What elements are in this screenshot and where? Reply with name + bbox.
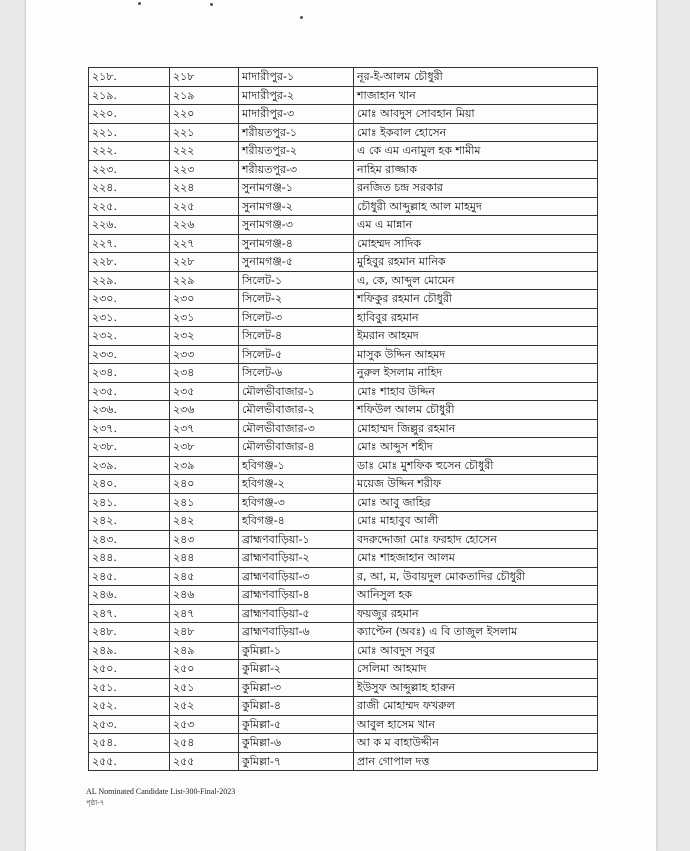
scan-speck [210, 3, 213, 6]
candidate-name-cell: মোহম্মদ সাদিক [354, 234, 598, 253]
constituency-cell: শরীয়তপুর-১ [239, 123, 354, 142]
table-row [89, 623, 598, 642]
seat-number-cell: ২৪৭ [170, 604, 239, 623]
table-row [89, 216, 598, 235]
table-row [89, 660, 598, 679]
serial-cell: ২৪৫. [89, 567, 170, 586]
seat-number-cell: ২৩১ [170, 308, 239, 327]
candidate-name-cell: র, আ, ম, উবায়দুল মোকতাদির চৌধুরী [354, 567, 598, 586]
table-row [89, 382, 598, 401]
constituency-cell: সিলেট-৪ [239, 327, 354, 346]
serial-cell: ২২৫. [89, 197, 170, 216]
serial-cell: ২২৩. [89, 160, 170, 179]
table-row [89, 734, 598, 753]
constituency-cell: মৌলভীবাজার-২ [239, 401, 354, 420]
candidate-name-cell: মোঃ আবদুস সবুর [354, 641, 598, 660]
candidate-name-cell: রনজিত চন্দ্র সরকার [354, 179, 598, 198]
table-row [89, 678, 598, 697]
candidate-name-cell: শাজাহান খান [354, 86, 598, 105]
constituency-cell: ব্রাহ্মণবাড়িয়া-৬ [239, 623, 354, 642]
table-row [89, 530, 598, 549]
serial-cell: ২৪২. [89, 512, 170, 531]
seat-number-cell: ২৪৬ [170, 586, 239, 605]
table-row [89, 123, 598, 142]
table-row [89, 290, 598, 309]
table-row [89, 345, 598, 364]
constituency-cell: কুমিল্লা-১ [239, 641, 354, 660]
table-row [89, 586, 598, 605]
seat-number-cell: ২৩৩ [170, 345, 239, 364]
table-row [89, 549, 598, 568]
serial-cell: ২৫২. [89, 697, 170, 716]
table-row [89, 401, 598, 420]
table-row [89, 68, 598, 87]
serial-cell: ২৫৪. [89, 734, 170, 753]
table-row [89, 160, 598, 179]
constituency-cell: সুনামগঞ্জ-৪ [239, 234, 354, 253]
candidate-name-cell: ইমরান আহমদ [354, 327, 598, 346]
seat-number-cell: ২২৪ [170, 179, 239, 198]
candidate-name-cell: নূর-ই-আলম চৌধুরী [354, 68, 598, 87]
seat-number-cell: ২৫৪ [170, 734, 239, 753]
footer-page-number: পৃষ্ঠা-৭ [86, 799, 105, 807]
seat-number-cell: ২৩০ [170, 290, 239, 309]
seat-number-cell: ২৪৫ [170, 567, 239, 586]
constituency-cell: সিলেট-৩ [239, 308, 354, 327]
table-row [89, 752, 598, 771]
serial-cell: ২৪৬. [89, 586, 170, 605]
seat-number-cell: ২৩৪ [170, 364, 239, 383]
constituency-cell: সুনামগঞ্জ-২ [239, 197, 354, 216]
constituency-cell: সিলেট-৫ [239, 345, 354, 364]
constituency-cell: কুমিল্লা-৭ [239, 752, 354, 771]
seat-number-cell: ২৪৮ [170, 623, 239, 642]
seat-number-cell: ২২৬ [170, 216, 239, 235]
candidate-name-cell: এ, কে, আব্দুল মোমেন [354, 271, 598, 290]
table-row [89, 715, 598, 734]
seat-number-cell: ২২১ [170, 123, 239, 142]
serial-cell: ২৪৪. [89, 549, 170, 568]
candidate-name-cell: রাজী মোহাম্মদ ফখরুল [354, 697, 598, 716]
seat-number-cell: ২৫৩ [170, 715, 239, 734]
table-row [89, 105, 598, 124]
serial-cell: ২৩২. [89, 327, 170, 346]
candidate-name-cell: ক্যাপ্টেন (অবঃ) এ বি তাজুল ইসলাম [354, 623, 598, 642]
constituency-cell: মাদারীপুর-২ [239, 86, 354, 105]
seat-number-cell: ২২৫ [170, 197, 239, 216]
footer-document-title: AL Nominated Candidate List-300-Final-2023 [86, 787, 236, 796]
candidate-name-cell: মোঃ আবদুস সোবহান মিয়া [354, 105, 598, 124]
serial-cell: ২২৯. [89, 271, 170, 290]
candidate-name-cell: মাসুক উদ্দিন আহমদ [354, 345, 598, 364]
constituency-cell: মাদারীপুর-৩ [239, 105, 354, 124]
table-row [89, 271, 598, 290]
candidate-name-cell: নুরুল ইসলাম নাহিদ [354, 364, 598, 383]
seat-number-cell: ২৫০ [170, 660, 239, 679]
constituency-cell: ব্রাহ্মণবাড়িয়া-৩ [239, 567, 354, 586]
serial-cell: ২৩৯. [89, 456, 170, 475]
serial-cell: ২৪০. [89, 475, 170, 494]
constituency-cell: কুমিল্লা-৪ [239, 697, 354, 716]
serial-cell: ২২০. [89, 105, 170, 124]
seat-number-cell: ২২৩ [170, 160, 239, 179]
seat-number-cell: ২৪১ [170, 493, 239, 512]
candidate-name-cell: মোঃ শাহজাহান আলম [354, 549, 598, 568]
serial-cell: ২২৬. [89, 216, 170, 235]
seat-number-cell: ২৩৬ [170, 401, 239, 420]
candidate-name-cell: ময়েজ উদ্দিন শরীফ [354, 475, 598, 494]
seat-number-cell: ২৪৪ [170, 549, 239, 568]
candidate-name-cell: আবুল হাসেম খান [354, 715, 598, 734]
constituency-cell: কুমিল্লা-৫ [239, 715, 354, 734]
seat-number-cell: ২১৮ [170, 68, 239, 87]
seat-number-cell: ২২৯ [170, 271, 239, 290]
serial-cell: ২৩৮. [89, 438, 170, 457]
table-row [89, 327, 598, 346]
candidate-name-cell: শফিকুর রহমান চৌধুরী [354, 290, 598, 309]
table-row [89, 234, 598, 253]
seat-number-cell: ২৫২ [170, 697, 239, 716]
serial-cell: ২২২. [89, 142, 170, 161]
seat-number-cell: ২২৮ [170, 253, 239, 272]
scan-speck [138, 2, 141, 5]
serial-cell: ২৪১. [89, 493, 170, 512]
constituency-cell: সিলেট-২ [239, 290, 354, 309]
table-row [89, 197, 598, 216]
constituency-cell: সিলেট-৬ [239, 364, 354, 383]
serial-cell: ২৪৮. [89, 623, 170, 642]
constituency-cell: ব্রাহ্মণবাড়িয়া-১ [239, 530, 354, 549]
candidate-name-cell: প্রান গোপাল দত্ত [354, 752, 598, 771]
scan-speck [300, 16, 303, 19]
serial-cell: ২২১. [89, 123, 170, 142]
serial-cell: ২৫১. [89, 678, 170, 697]
constituency-cell: ব্রাহ্মণবাড়িয়া-২ [239, 549, 354, 568]
constituency-cell: সুনামগঞ্জ-৩ [239, 216, 354, 235]
table-row [89, 86, 598, 105]
serial-cell: ২১৮. [89, 68, 170, 87]
seat-number-cell: ২৩৯ [170, 456, 239, 475]
serial-cell: ২৩৪. [89, 364, 170, 383]
candidate-name-cell: মোঃ মাহাবুব আলী [354, 512, 598, 531]
serial-cell: ২২৮. [89, 253, 170, 272]
serial-cell: ২৩১. [89, 308, 170, 327]
seat-number-cell: ২২৭ [170, 234, 239, 253]
serial-cell: ২২৪. [89, 179, 170, 198]
seat-number-cell: ২৪৯ [170, 641, 239, 660]
constituency-cell: মৌলভীবাজার-১ [239, 382, 354, 401]
table-row [89, 604, 598, 623]
document-page [26, 0, 656, 851]
candidate-name-cell: ডাঃ মোঃ মুশফিক হুসেন চৌধুরী [354, 456, 598, 475]
seat-number-cell: ২২০ [170, 105, 239, 124]
candidate-name-cell: এ কে এম এনামুল হক শামীম [354, 142, 598, 161]
serial-cell: ২১৯. [89, 86, 170, 105]
seat-number-cell: ২৩৭ [170, 419, 239, 438]
seat-number-cell: ২১৯ [170, 86, 239, 105]
candidate-name-cell: মোঃ আব্দুস শহীদ [354, 438, 598, 457]
constituency-cell: সুনামগঞ্জ-১ [239, 179, 354, 198]
serial-cell: ২৩৭. [89, 419, 170, 438]
constituency-cell: সুনামগঞ্জ-৫ [239, 253, 354, 272]
constituency-cell: কুমিল্লা-২ [239, 660, 354, 679]
table-row [89, 697, 598, 716]
candidate-name-cell: চৌধুরী আব্দুল্লাহ আল মাহমুদ [354, 197, 598, 216]
serial-cell: ২৩৫. [89, 382, 170, 401]
constituency-cell: শরীয়তপুর-৩ [239, 160, 354, 179]
serial-cell: ২৩০. [89, 290, 170, 309]
constituency-cell: সিলেট-১ [239, 271, 354, 290]
candidate-name-cell: ইউসুফ আব্দুল্লাহ হারুন [354, 678, 598, 697]
constituency-cell: হবিগঞ্জ-২ [239, 475, 354, 494]
seat-number-cell: ২৫৫ [170, 752, 239, 771]
candidate-name-cell: নাহিম রাজ্জাক [354, 160, 598, 179]
candidate-name-cell: ফয়জুর রহমান [354, 604, 598, 623]
table-row [89, 512, 598, 531]
constituency-cell: হবিগঞ্জ-৩ [239, 493, 354, 512]
constituency-cell: ব্রাহ্মণবাড়িয়া-৪ [239, 586, 354, 605]
serial-cell: ২৪৯. [89, 641, 170, 660]
serial-cell: ২৩৬. [89, 401, 170, 420]
table-row [89, 419, 598, 438]
constituency-cell: কুমিল্লা-৬ [239, 734, 354, 753]
table-row [89, 179, 598, 198]
table-row [89, 567, 598, 586]
table-row [89, 493, 598, 512]
serial-cell: ২৫৩. [89, 715, 170, 734]
constituency-cell: হবিগঞ্জ-৪ [239, 512, 354, 531]
candidate-name-cell: মোঃ ইকবাল হোসেন [354, 123, 598, 142]
serial-cell: ২৫৫. [89, 752, 170, 771]
table-row [89, 641, 598, 660]
candidate-name-cell: হাবিবুর রহমান [354, 308, 598, 327]
seat-number-cell: ২৩২ [170, 327, 239, 346]
candidate-name-cell: বদরুদ্দোজা মোঃ ফরহাদ হোসেন [354, 530, 598, 549]
table-row [89, 475, 598, 494]
candidate-name-cell: আ ক ম বাহাউদ্দীন [354, 734, 598, 753]
seat-number-cell: ২৫১ [170, 678, 239, 697]
candidate-name-cell: মুহিবুর রহমান মানিক [354, 253, 598, 272]
constituency-cell: ব্রাহ্মণবাড়িয়া-৫ [239, 604, 354, 623]
candidate-name-cell: শফিউল আলম চৌধুরী [354, 401, 598, 420]
constituency-cell: কুমিল্লা-৩ [239, 678, 354, 697]
serial-cell: ২৪৭. [89, 604, 170, 623]
serial-cell: ২৩৩. [89, 345, 170, 364]
table-row [89, 438, 598, 457]
serial-cell: ২২৭. [89, 234, 170, 253]
seat-number-cell: ২২২ [170, 142, 239, 161]
constituency-cell: মৌলভীবাজার-৪ [239, 438, 354, 457]
seat-number-cell: ২৩৮ [170, 438, 239, 457]
table-row [89, 308, 598, 327]
candidate-name-cell: মোঃ শাহাব উদ্দিন [354, 382, 598, 401]
constituency-cell: মাদারীপুর-১ [239, 68, 354, 87]
table-row [89, 364, 598, 383]
seat-number-cell: ২৪২ [170, 512, 239, 531]
candidate-name-cell: এম এ মান্নান [354, 216, 598, 235]
candidate-name-cell: আনিসুল হক [354, 586, 598, 605]
serial-cell: ২৫০. [89, 660, 170, 679]
seat-number-cell: ২৩৫ [170, 382, 239, 401]
seat-number-cell: ২৪০ [170, 475, 239, 494]
candidate-name-cell: মোঃ আবু জাহির [354, 493, 598, 512]
seat-number-cell: ২৪৩ [170, 530, 239, 549]
candidate-table [88, 67, 598, 771]
candidate-name-cell: সেলিমা আহমাদ [354, 660, 598, 679]
candidate-name-cell: মোহাম্মদ জিল্লুর রহমান [354, 419, 598, 438]
table-row [89, 253, 598, 272]
constituency-cell: হবিগঞ্জ-১ [239, 456, 354, 475]
table-row [89, 456, 598, 475]
table-row [89, 142, 598, 161]
constituency-cell: মৌলভীবাজার-৩ [239, 419, 354, 438]
serial-cell: ২৪৩. [89, 530, 170, 549]
constituency-cell: শরীয়তপুর-২ [239, 142, 354, 161]
